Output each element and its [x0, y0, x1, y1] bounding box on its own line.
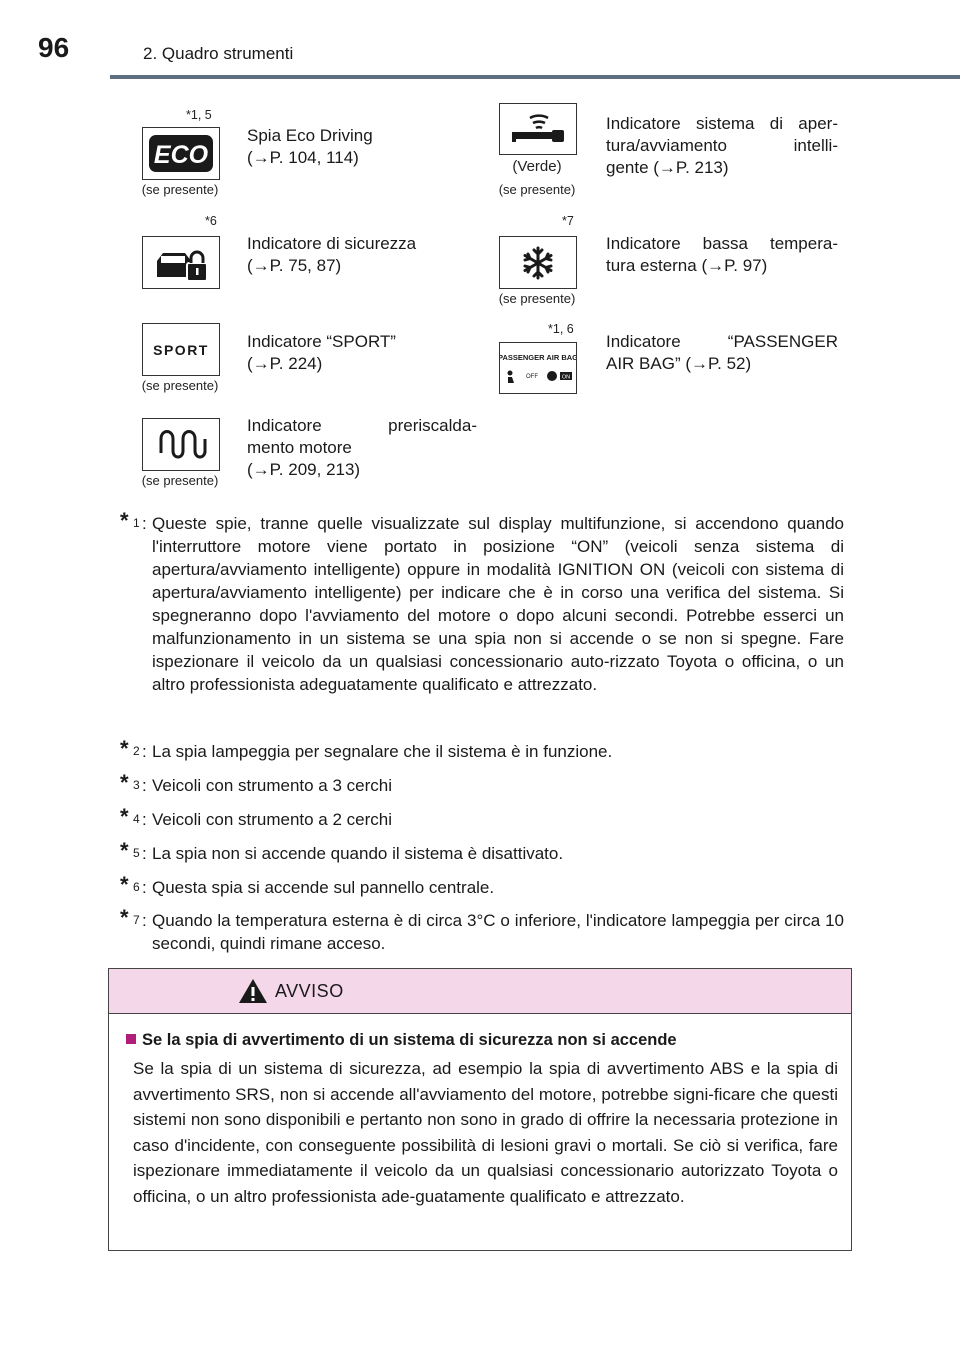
- security-lock-icon: [142, 236, 220, 289]
- warning-title: AVVISO: [275, 981, 344, 1001]
- passenger-airbag-icon: [499, 342, 577, 394]
- footnote-4: * 4 : Veicoli con strumento a 2 cerchi: [120, 804, 393, 829]
- footnote-2: * 2 : La spia lampeggia per segnalare che il sistema è in funzione.: [120, 736, 613, 761]
- footnote-6: * 6 : Questa spia si accende sul pannello centrale.: [120, 872, 495, 897]
- if-present-glow: (se presente): [141, 473, 219, 488]
- airbag-label: PASSENGER AIR BAG: [500, 353, 576, 362]
- airbag-off-label: OFF: [526, 374, 538, 380]
- warning-body: Se la spia di un sistema di sicurezza, ad esempio la spia di avvertimento ABS e la spia di avvertimento SRS, non si accende all'avviamento del motore, potrebbe signi-ficare che questi sistemi non sono disponibili e pertanto non sono in grado di offrire la necessaria protezione in caso d'incidente, con conseguente possibilità di lesioni gravi o mortali. Se ciò si verifica, fare ispezionare immediatamente il veicolo da un qualsiasi concessionario autorizzato Toyota o officina, o un altro professionista ade-guatamente qualificato e attrezzato.: [133, 1059, 838, 1206]
- glow-plug-icon: [142, 418, 220, 471]
- footnote-1: * 1 : Queste spie, tranne quelle visualizzate sul display multifunzione, si accendono quando l'interruttore motore viene portato in posizione “ON” (veicoli senza sistema di apertura/avviamento intelligente) oppure in modalità IGNITION ON (veicoli con sistema di apertura/avviamento intelligente) per indicare che è in corso una verifica del sistema. Si spegneranno dopo l'avviamento del motore o dopo alcuni secondi. Potrebbe esserci un malfunzionamento in un sistema se una spia non si accende o se non si spegne. Fare ispezionare il veicolo da un qualsiasi concessionario auto-rizzato Toyota o officina, o un altro professionista adeguatamente qualificato e attrezzato.: [120, 508, 844, 694]
- warning-box: AVVISO Se la spia di avvertimento di un sistema di sicurezza non si accende Se la spia di un sistema di sicurezza, ad esempio la spia di avvertimento ABS e la spia di avvertimento SRS, non si accende all'avviamento del motore, potrebbe signi-ficare che questi sistemi non sono disponibili e pertanto non sono in grado di offrire la necessaria protezione in caso d'incidente, con conseguente possibilità di lesioni gravi o mortali. Se ciò si verifica, fare ispezionare immediatamente il veicolo da un qualsiasi concessionario autorizzato Toyota o officina, o un altro professionista ade-guatamente qualificato e attrezzato.: [108, 968, 852, 1251]
- desc-glow: Indicatore preriscalda- mento motore (→P. 209, 213): [247, 416, 477, 479]
- note-airbag: *1, 6: [548, 322, 574, 336]
- footnote-3: * 3 : Veicoli con strumento a 3 cerchi: [120, 770, 393, 795]
- smart-key-icon: [499, 103, 577, 155]
- sport-icon: [142, 323, 220, 376]
- svg-text:ECO: ECO: [153, 141, 209, 169]
- sport-label: SPORT: [153, 342, 209, 358]
- snowflake-icon: [499, 236, 577, 289]
- desc-snowflake: Indicatore bassa tempera- tura esterna (→P. 97): [606, 234, 838, 275]
- footnote-7: * 7 : Quando la temperatura esterna è di circa 3°C o inferiore, l'indicatore lampeggia per circa 10 secondi, quindi rimane acceso.: [120, 905, 844, 953]
- warning-header: [109, 969, 851, 1014]
- note-eco: *1, 5: [186, 108, 212, 122]
- eco-icon: [142, 127, 220, 180]
- note-security: *6: [205, 214, 217, 228]
- airbag-on-label: ON: [561, 374, 571, 381]
- desc-sport: Indicatore “SPORT” (→P. 224): [247, 332, 396, 373]
- desc-airbag: Indicatore “PASSENGER AIR BAG” (→P. 52): [606, 332, 838, 373]
- if-present-eco: (se presente): [141, 182, 219, 197]
- note-snowflake: *7: [562, 214, 574, 228]
- page-header: [0, 0, 960, 80]
- warning-triangle-icon: [237, 977, 269, 1005]
- if-present-sport: (se presente): [141, 378, 219, 393]
- color-note-green: (Verde): [512, 158, 562, 175]
- page-number: 96: [38, 32, 70, 63]
- desc-security: Indicatore di sicurezza (→P. 75, 87): [247, 234, 417, 275]
- header-rule: [110, 75, 960, 79]
- desc-smart-key: Indicatore sistema di aper- tura/avviamento intelli- gente (→P. 213): [606, 114, 838, 177]
- if-present-snowflake: (se presente): [498, 291, 576, 306]
- footnote-5: * 5 : La spia non si accende quando il sistema è disattivato.: [120, 838, 564, 863]
- if-present-smart-key: (se presente): [498, 182, 576, 197]
- bullet-square-icon: [126, 1034, 136, 1044]
- chapter-title: 2. Quadro strumenti: [143, 44, 294, 63]
- desc-eco: Spia Eco Driving (→P. 104, 114): [247, 126, 373, 167]
